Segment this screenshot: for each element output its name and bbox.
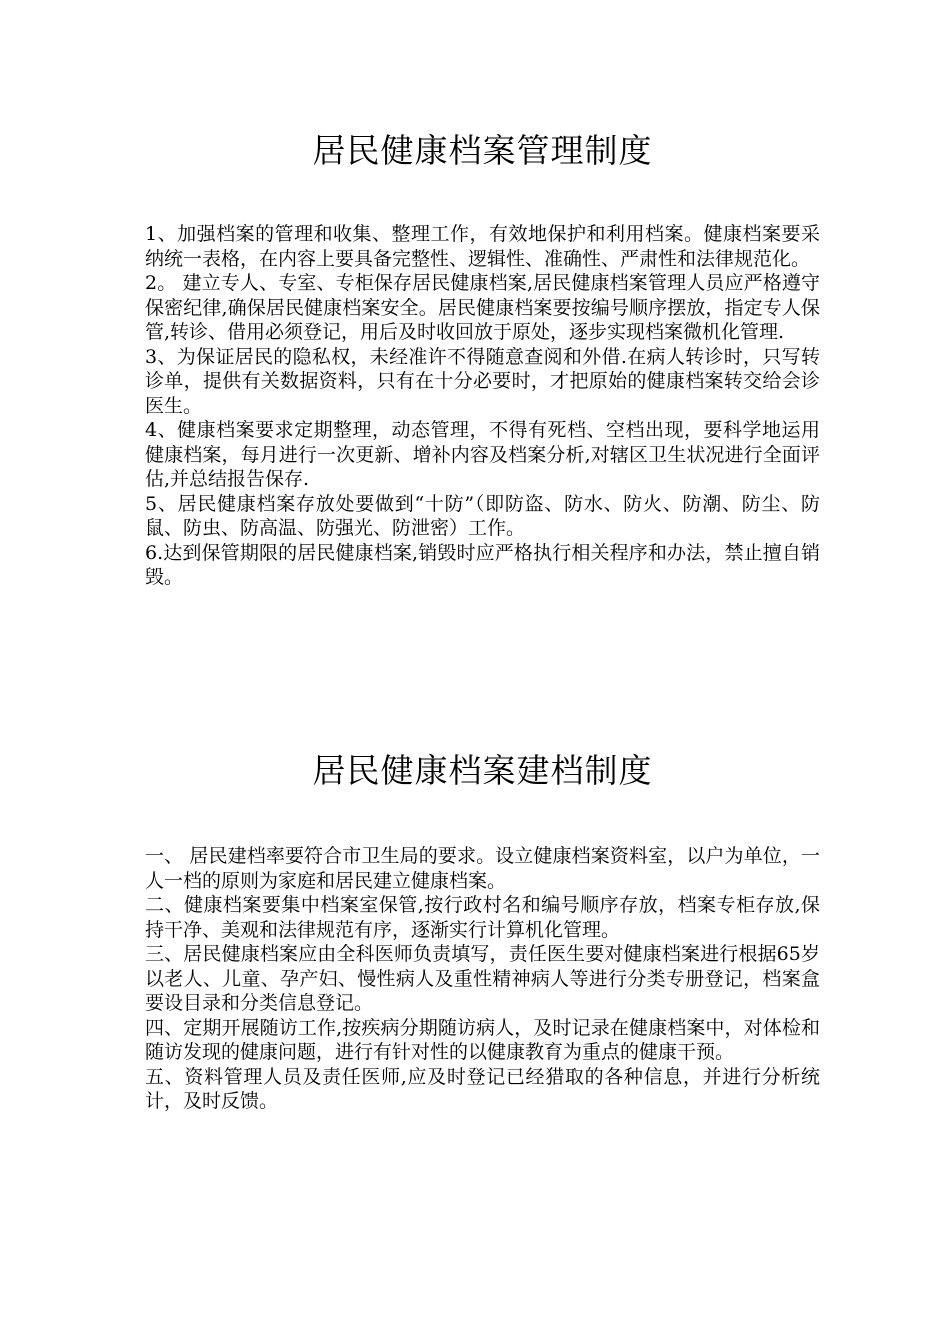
paragraph: 2。 建立专人、专室、专柜保存居民健康档案,居民健康档案管理人员应严格遵守保密纪律,确保居民健康档案安全。居民健康档案要按编号顺序摆放，指定专人保管,转诊、借用必须登记，用后及时收回放于原处，逐步实现档案微机化管理. xyxy=(145,272,820,343)
paragraph: 6.达到保管期限的居民健康档案,销毁时应严格执行相关程序和办法，禁止擅自销毁。 xyxy=(145,541,820,588)
paragraph: 4、健康档案要求定期整理，动态管理，不得有死档、空档出现，要科学地运用健康档案，每月进行一次更新、增补内容及档案分析,对辖区卫生状况进行全面评估,并总结报告保存. xyxy=(145,419,820,490)
paragraph: 一、 居民建档率要符合市卫生局的要求。设立健康档案资料室，以户为单位，一人一档的原则为家庭和居民建立健康档案。 xyxy=(145,845,820,892)
paragraph: 3、为保证居民的隐私权，未经准许不得随意查阅和外借.在病人转诊时，只写转诊单，提供有关数据资料，只有在十分必要时，才把原始的健康档案转交给会诊医生。 xyxy=(145,345,820,417)
paragraph: 四、定期开展随访工作,按疾病分期随访病人，及时记录在健康档案中，对体检和随访发现的健康问题，进行有针对性的以健康教育为重点的健康干预。 xyxy=(145,1016,820,1063)
filing-policy-section xyxy=(145,748,820,1114)
paragraph: 三、居民健康档案应由全科医师负责填写，责任医生要对健康档案进行根据65岁以老人、儿童、孕产妇、慢性病人及重性精神病人等进行分类专册登记，档案盒要设目录和分类信息登记。 xyxy=(145,943,820,1014)
section-title: 居民健康档案建档制度 xyxy=(312,751,653,790)
management-policy-section xyxy=(145,128,820,590)
section-title: 居民健康档案管理制度 xyxy=(312,131,653,170)
paragraph: 二、健康档案要集中档案室保管,按行政村名和编号顺序存放，档案专柜存放,保持干净、美观和法律规范有序，逐渐实行计算机化管理。 xyxy=(145,894,820,941)
paragraph: 1、加强档案的管理和收集、整理工作，有效地保护和利用档案。健康档案要采纳统一表格，在内容上要具备完整性、逻辑性、准确性、严肃性和法律规范化。 xyxy=(145,223,820,270)
paragraph: 五、资料管理人员及责任医师,应及时登记已经猎取的各种信息，并进行分析统计，及时反馈。 xyxy=(145,1065,820,1112)
paragraph: 5、居民健康档案存放处要做到“十防”（即防盗、防水、防火、防潮、防尘、防鼠、防虫、防高温、防强光、防泄密）工作。 xyxy=(145,492,820,539)
